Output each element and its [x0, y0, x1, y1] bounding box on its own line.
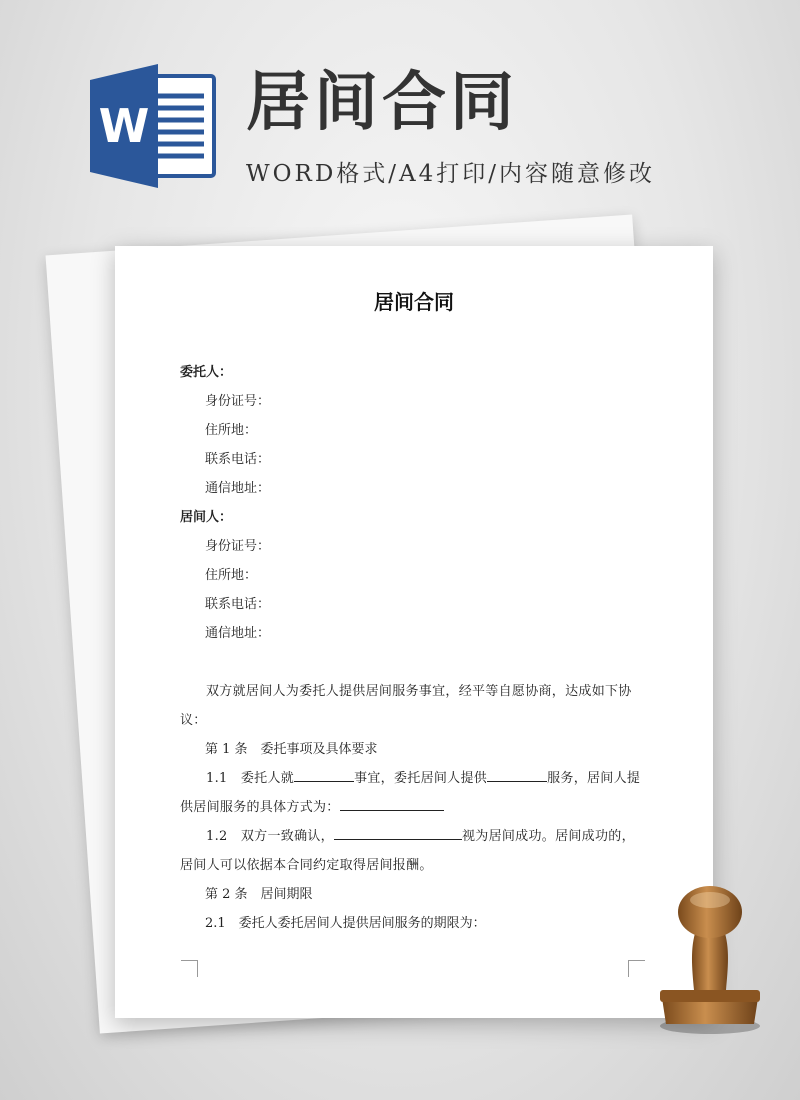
article-1-heading: 第 1 条 委托事项及具体要求	[205, 742, 378, 757]
clause-1-1-number: 1.1	[206, 771, 241, 786]
broker-phone-field: 联系电话：	[205, 597, 271, 612]
clause-1-2-text-a: 双方一致确认，	[240, 829, 334, 844]
word-logo-letter: W	[98, 99, 150, 153]
principal-heading: 委托人：	[180, 365, 233, 380]
principal-id-field: 身份证号：	[205, 394, 271, 409]
document-page	[115, 246, 713, 1018]
principal-address-field: 住所地：	[205, 423, 258, 438]
broker-mail-address-field: 通信地址：	[205, 626, 271, 641]
page-corner-mark-right	[628, 960, 645, 977]
clause-1-1-text-c: 服务，居间人提供居间服务的具体方式为：	[180, 771, 641, 815]
blank-line	[334, 825, 462, 840]
document-body	[180, 358, 645, 938]
clause-1-1	[180, 764, 645, 822]
clause-1-2-text-b: 视为居间成功。居间成功的，居间人可以依据本合同约定取得居间报酬。	[180, 829, 635, 873]
clause-1-1-text-b: 事宜，委托居间人提供	[354, 771, 488, 786]
broker-heading: 居间人：	[180, 510, 233, 525]
clause-2-1: 2.1 委托人委托居间人提供居间服务的期限为：	[205, 916, 486, 931]
clause-1-2	[180, 822, 645, 880]
clause-1-2-number: 1.2	[206, 829, 241, 844]
document-title: 居间合同	[374, 290, 454, 314]
broker-address-field: 住所地：	[205, 568, 258, 583]
header-subtitle: WORD格式/A4打印/内容随意修改	[246, 161, 655, 187]
wooden-stamp-icon	[650, 878, 770, 1038]
principal-mail-address-field: 通信地址：	[205, 481, 271, 496]
blank-line	[340, 796, 444, 811]
blank-line	[294, 767, 354, 782]
principal-phone-field: 联系电话：	[205, 452, 271, 467]
page-corner-mark-left	[181, 960, 198, 977]
blank-line	[487, 767, 547, 782]
clause-1-1-text-a: 委托人就	[240, 771, 295, 786]
header-title: 居间合同	[246, 66, 518, 140]
word-logo-icon	[88, 62, 216, 190]
broker-id-field: 身份证号：	[205, 539, 271, 554]
intro-paragraph: 双方就居间人为委托人提供居间服务事宜，经平等自愿协商，达成如下协议：	[180, 684, 632, 728]
article-2-heading: 第 2 条 居间期限	[205, 887, 313, 902]
